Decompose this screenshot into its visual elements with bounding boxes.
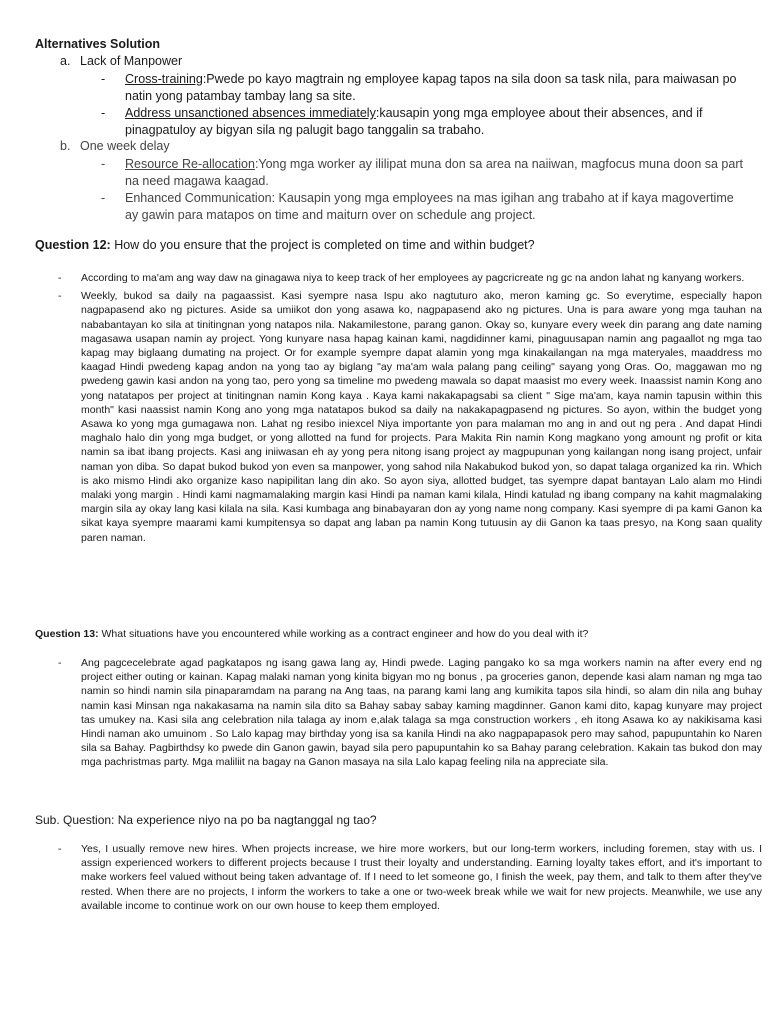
term-address-absences: Address unsanctioned absences immediately	[125, 106, 376, 120]
item-text: Enhanced Communication: Kausapin yong mga employees na mas igihan ang trabaho at if kaya magovertime ay gawin para matapos on time and maiturn over on schedule ang project.	[125, 191, 734, 222]
item-text: :kausapin yong mga employee about their absences, and if pinagpatuloy ay bigyan sila ng palugit bago tanggalin sa trabaho.	[125, 106, 703, 137]
list-item	[101, 156, 750, 190]
bullet-dash: -	[58, 843, 62, 855]
answer-text: According to ma'am ang way daw na ginagawa niya to keep track of her employees ay pagcricreate ng gc na andon lahat ng kanyang workers.	[81, 272, 745, 284]
sub-question-answers	[58, 842, 762, 917]
question-13-answers	[58, 656, 762, 774]
question-12	[35, 238, 735, 252]
bullet-dash: -	[58, 657, 62, 669]
bullet-dash: -	[101, 72, 106, 86]
term-cross-training: Cross-training	[125, 72, 203, 86]
question-13	[35, 628, 735, 640]
section-b-title: One week delay	[80, 139, 170, 153]
bullet-dash: -	[101, 191, 106, 205]
question-13-text: What situations have you encountered while working as a contract engineer and how do you deal with it?	[98, 628, 589, 640]
question-12-answers	[58, 271, 762, 549]
term-resource-reallocation: Resource Re-allocation	[125, 157, 255, 171]
answer-text: Yes, I usually remove new hires. When projects increase, we hire more workers, but our long-term workers, including foremen, stay with us. I assign experienced workers to different projects because I trust their loyalty and understanding. Earning loyalty takes effort, and it's important to make workers feel valued without being taken advantage of. If I need to let someone go, I finish the week, pay them, and talk to them after they've rested. When there are no projects, I inform the workers to take a one or two-week break while we wait for new projects. Meanwhile, we use any available income to continue work on our own house to keep them employed.	[81, 843, 762, 912]
bullet-dash: -	[101, 157, 106, 171]
list-item	[101, 190, 750, 224]
question-12-label: Question 12:	[35, 238, 111, 252]
list-item	[101, 71, 750, 105]
answer-text: Weekly, bukod sa daily na pagaassist. Kasi syempre nasa Ispu ako nagtuturo ako, meron kaming gc. So everytime, especially hapon nagpapasend ako ng pictures. Aside sa umiikot don yong asawa ko, nagpapasend ako ng pictures. Una is para aware yong mga tauhan na nababantayan ko sila at tinitingnan yong natapos nila. Nakamilestone, parang ganon. Okay so, kunyare every week din parang ang date naming magasawa usapan namin ay project. Yong kunyare nasa hapag kainan kami, nagdidinner kami, pinaguusapan namin ang pagaallot ng mga tao kapag may biglaang dumating na project. Or for example syempre dapat alamin yong mga kinakailangan na mga materyales, maaddress mo kaagad Hindi pwedeng kapag andon na yong tao ay biglang "ay ma'am wala palang pang ceiling" sayang yong Oras. Oo, maggawan mo ng pwedeng gawin kasi andon na yong tao, pero yong sa timeline mo pwedeng mawala so dapat maasist mo every week. Inaassist namin Kong ano yong natatapos per project at tinitingnan namin Kong kaya . Kaya kami nakakapagsabi sa client " Sige ma'am, kaya namin tapusin within this month" kasi naassist namin Kong ano yong mga natatapos bukod sa daily na nakakapagpasend ng pictures. So ayon, within the budget yong Asawa ko yong mga gumagawa non. Lahat ng resibo iniexcel Niya importante yon para malaman mo ang in and out ng pera . And dapat Hindi maghalo halo din yong mga budget, or yong allotted na fund for projects. Para Makita Rin namin Kong magkano yong amount ng profit or kita namin sa ibat ibang projects. Kasi ang iniiwasan eh ay yong pera nitong isang project ay magpupunan yong kailangan nong isang project, unfair naman yon diba. So dapat bukod bukod yon even sa manpower, yong sahod nila Nakabukod bukod yon, so dapat talaga organized ka rin. Which is ako mismo Hindi ako organize kaso napipilitan lang din ako. So ayon siya, allotted budget, tas syempre dapat bantayan Lalo alam mo Hindi malaki yong margin . Hindi kami nagmamalaking margin kasi Hindi pa naman kami kilala, Hindi katulad ng ibang company na kahit magmalaking margin sila ay okay lang kasi kilala na sila. Kasi kumbaga ang binabayaran don ay yong name nong company. Kasi syempre di pa kami Ganon ka sikat kaya syempre maarami kami kumpitensya so dapat ang laban pa namin Kong tutuusin ay dii Ganon ka taas presyo, na Kong saan quality paren naman.	[81, 290, 762, 544]
answer-item	[58, 656, 762, 770]
section-b	[60, 138, 750, 224]
bullet-dash: -	[58, 272, 62, 284]
section-b-marker: b.	[60, 139, 71, 153]
item-text: :Yong mga worker ay ililipat muna don sa area na naiiwan, magfocus muna doon sa part na need magawa kaagad.	[125, 157, 743, 188]
list-item	[101, 105, 750, 139]
item-text: :Pwede po kayo magtrain ng employee kapag tapos na sila doon sa task nila, para maiwasan po natin yong patambay tambay lang sa site.	[125, 72, 737, 103]
question-13-label: Question 13:	[35, 628, 99, 640]
section-a-marker: a.	[60, 54, 71, 68]
section-a	[60, 53, 750, 139]
alternatives-heading: Alternatives Solution	[35, 37, 161, 51]
question-12-text: How do you ensure that the project is completed on time and within budget?	[110, 238, 535, 252]
sub-question: Sub. Question: Na experience niyo na po ba nagtanggal ng tao?	[35, 813, 377, 827]
answer-item	[58, 271, 762, 285]
bullet-dash: -	[58, 290, 62, 303]
bullet-dash: -	[101, 106, 106, 120]
answer-item	[58, 289, 762, 545]
answer-text: Ang pagcecelebrate agad pagkatapos ng isang gawa lang ay, Hindi pwede. Laging pangako ko sa mga workers namin na after every end ng project either outing or kainan. Kapag malaki naman yong kinita bigyan mo ng bonus , pa groceries ganon, depende kasi alam naman ng mga tao namin so hindi namin sila pinaparamdam na parang na Ang taas, na parang kami lang ang kumikita tapos sila hindi, so alam din nila ang buhay namin kasi Minsan nga nakakasama na namin sila dito sa Bahay sabay sabay kaming magdinner. Ganon kami dito, kapag kunyare may project tas umukey na. Kasi sila ang celebration nila talaga ay inom e,alak talaga sa mga construction workers , eh itong Asawa ko ay nakikisama kasi Hindi naman ako umuinom . So Lalo kapag may birthday yong isa sa kanila Hindi na ako nagpapapasok pero may sahod, papupuntahin ko Naren sila sa Bahay. Pagbirthdsy ko pwede din Ganon gawin, bayad sila pero papupuntahin ko sa Bahay parang celebration. Kakain tas bukod don may mga pachristmas party. Mga maliliit na bagay na Ganon masaya na sila Lalo kapag feeling nila na appreciate sila.	[81, 657, 762, 769]
section-a-title: Lack of Manpower	[80, 54, 183, 68]
answer-item	[58, 842, 762, 913]
